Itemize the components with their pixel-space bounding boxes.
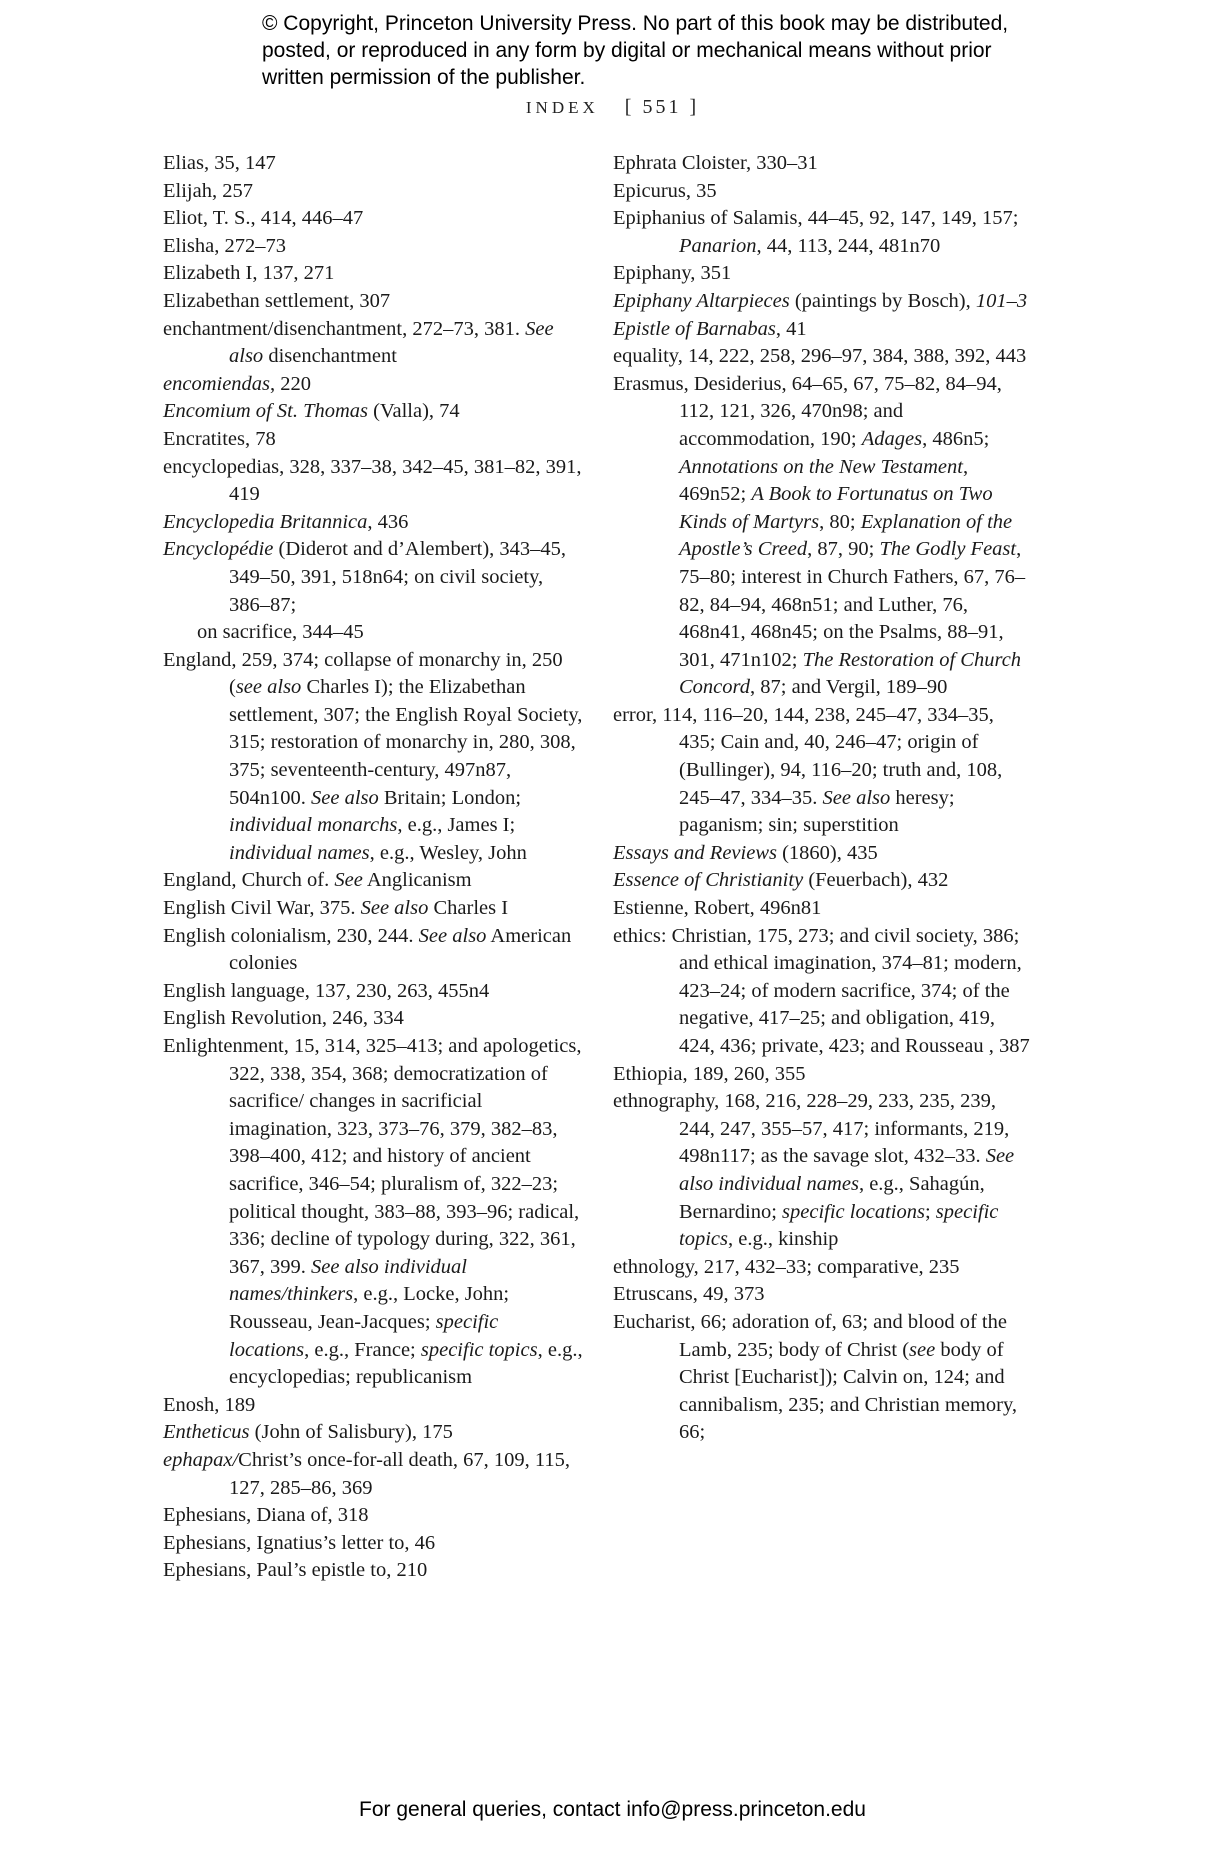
index-entry: [613, 260, 1033, 288]
entry-italic-text: Entheticus: [163, 1421, 250, 1444]
entry-text: (Feuerbach), 432: [803, 869, 949, 892]
entry-text: Elisha, 272–73: [163, 234, 286, 257]
entry-text: , 87; and Vergil, 189–90: [750, 676, 948, 699]
index-entry: [163, 233, 583, 261]
entry-text: Elizabethan settlement, 307: [163, 289, 391, 312]
index-entry: [163, 1419, 583, 1447]
entry-italic-text: Epistle of Barnabas: [613, 317, 776, 340]
entry-text: enchantment/disenchantment, 272–73, 381.: [163, 317, 526, 340]
entry-italic-text: specific locations: [782, 1200, 925, 1223]
entry-text: , 75–80; interest in Church Fathers, 67, 76–82, 84–94, 468n51; and Luther, 76, 468n41, 468n45; on the Psalms, 88–91, 301, 471n102;: [679, 538, 1026, 671]
index-entry: [163, 509, 583, 537]
index-entry: [163, 895, 583, 923]
entry-italic-text: See also individual names: [679, 1145, 1015, 1195]
entry-italic-text: ephapax/: [163, 1448, 239, 1471]
entry-text: encyclopedias, 328, 337–38, 342–45, 381–82, 391, 419: [163, 455, 582, 506]
index-entry: [163, 316, 583, 371]
entry-text: Ephesians, Paul’s epistle to, 210: [163, 1559, 428, 1582]
entry-text: Ephrata Cloister, 330–31: [613, 152, 818, 174]
entry-text: Eliot, T. S., 414, 446–47: [163, 207, 364, 230]
entry-text: English language, 137, 230, 263, 455n4: [163, 979, 490, 1002]
entry-text: , e.g., James I;: [397, 814, 516, 837]
index-column-right: [613, 150, 1033, 1447]
entry-italic-text: Encyclopedia Britannica: [163, 510, 368, 533]
entry-text: Elijah, 257: [163, 179, 253, 202]
entry-italic-text: Adages: [861, 427, 923, 450]
entry-italic-text: specific locations: [229, 1310, 499, 1361]
entry-text: Anglicanism: [362, 869, 472, 892]
entry-italic-text: 101–3: [975, 289, 1028, 312]
entry-text: on sacrifice, 344–45: [197, 621, 364, 644]
entry-text: , 41: [775, 317, 807, 340]
entry-italic-text: specific topics: [420, 1338, 538, 1361]
entry-text: , 436: [367, 510, 409, 533]
index-entry: [613, 923, 1033, 1061]
index-subentry: [163, 619, 583, 647]
entry-text: , 44, 113, 244, 481n70: [756, 234, 941, 257]
entry-text: Erasmus, Desiderius, 64–65, 67, 75–82, 84–94, 112, 121, 326, 470n98; and accommodation, 190;: [613, 372, 1002, 450]
entry-text: England, 259, 374; collapse of monarchy in, 250 (: [163, 648, 563, 699]
index-entry: [613, 150, 1033, 178]
entry-italic-text: See also: [229, 317, 554, 368]
index-entry: [613, 1309, 1033, 1447]
index-entry: [163, 398, 583, 426]
index-entry: [613, 867, 1033, 895]
entry-text: England, Church of.: [163, 869, 335, 892]
entry-text: heresy; paganism; sin; superstition: [679, 786, 955, 837]
entry-text: ethnology, 217, 432–33; comparative, 235: [613, 1255, 960, 1278]
entry-italic-text: See also: [418, 924, 487, 947]
index-entry: [163, 205, 583, 233]
entry-italic-text: Essence of Christianity: [613, 869, 804, 892]
entry-text: Etruscans, 49, 373: [613, 1283, 765, 1306]
entry-text: American colonies: [229, 924, 572, 975]
entry-text: , e.g., France;: [304, 1338, 421, 1361]
index-entry: [163, 260, 583, 288]
entry-text: (John of Salisbury), 175: [249, 1421, 453, 1444]
entry-text: , e.g., Locke, John; Rousseau, Jean-Jacques;: [229, 1283, 510, 1333]
entry-text: Elias, 35, 147: [163, 152, 276, 174]
index-entry: [163, 288, 583, 316]
copyright-notice: © Copyright, Princeton University Press. No part of this book may be distributed, posted, or reproduced in any form by digital or mechanical means without prior written permission of the publisher.: [262, 12, 1009, 89]
index-entry: [163, 1033, 583, 1392]
entry-italic-text: Encomium of St. Thomas: [163, 400, 368, 423]
entry-italic-text: A Book to Fortunatus on Two Kinds of Martyrs: [679, 483, 993, 533]
page-number: [ 551 ]: [624, 96, 700, 118]
entry-italic-text: Encyclopédie: [163, 538, 274, 561]
entry-text: Estienne, Robert, 496n81: [613, 897, 822, 920]
index-entry: [163, 1502, 583, 1530]
entry-italic-text: Annotations on the New Testament: [679, 455, 963, 478]
index-entry: [163, 1447, 583, 1502]
entry-text: English Civil War, 375.: [163, 897, 361, 920]
index-column-left: [163, 150, 583, 1585]
index-entry: [613, 316, 1033, 344]
running-head: [0, 96, 1225, 119]
index-entry: [163, 1392, 583, 1420]
entry-text: English Revolution, 246, 334: [163, 1007, 404, 1030]
entry-text: ;: [924, 1200, 936, 1223]
entry-text: , e.g., encyclopedias; republicanism: [229, 1338, 583, 1389]
index-entry: [613, 1061, 1033, 1089]
index-entry: [163, 1557, 583, 1585]
entry-italic-text: The Godly Feast: [879, 538, 1017, 561]
index-entry: [163, 536, 583, 619]
entry-text: body of Christ [Eucharist]); Calvin on, 124; and cannibalism, 235; and Christian memory, 66;: [679, 1338, 1017, 1444]
index-entry: [613, 1254, 1033, 1282]
entry-text: error, 114, 116–20, 144, 238, 245–47, 334–35, 435; Cain and, 40, 246–47; origin of (Bullinger), 94, 116–20; truth and, 108, 245–47, 334–35.: [613, 703, 1003, 809]
index-entry: [163, 923, 583, 978]
entry-italic-text: Explanation of the Apostle’s Creed: [679, 510, 1013, 561]
index-entry: [163, 426, 583, 454]
entry-italic-text: see: [909, 1338, 936, 1361]
index-entry: [163, 867, 583, 895]
entry-text: Charles I); the Elizabethan settlement, 307; the English Royal Society, 315; restoration of monarchy in, 280, 308, 375; seventeenth-century, 497n87, 504n100.: [229, 676, 583, 809]
index-entry: [163, 371, 583, 399]
index-entry: [613, 1281, 1033, 1309]
entry-text: disenchantment: [263, 345, 397, 368]
entry-italic-text: See: [334, 869, 363, 892]
running-head-label: INDEX: [525, 98, 599, 117]
entry-text: , e.g., kinship: [727, 1228, 839, 1251]
footer-contact: For general queries, contact info@press.princeton.edu: [359, 1798, 866, 1821]
index-entry: [163, 150, 583, 178]
index-entry: [163, 1530, 583, 1558]
entry-text: Elizabeth I, 137, 271: [163, 262, 335, 285]
entry-text: Charles I: [428, 897, 509, 920]
entry-text: ethics: Christian, 175, 273; and civil society, 386; and ethical imagination, 374–81; modern, 423–24; of modern sacrifice, 374; of the negative, 417–25; and obligation, 419, 424, 436; private, 423; and Rousseau , 387: [613, 924, 1030, 1057]
index-entry: [613, 343, 1033, 371]
entry-text: Britain; London;: [378, 786, 522, 809]
entry-text: , 87, 90;: [807, 538, 880, 561]
index-entry: [613, 1088, 1033, 1254]
entry-text: English colonialism, 230, 244.: [163, 924, 419, 947]
entry-text: equality, 14, 222, 258, 296–97, 384, 388, 392, 443: [613, 345, 1027, 368]
index-entry: [163, 454, 583, 509]
entry-text: (paintings by Bosch),: [789, 289, 976, 312]
entry-italic-text: See also individual names/thinkers: [229, 1255, 468, 1306]
entry-text: ethnography, 168, 216, 228–29, 233, 235, 239, 244, 247, 355–57, 417; informants, 219, 498n117; as the savage slot, 432–33.: [613, 1090, 1010, 1168]
entry-text: , 220: [270, 372, 312, 395]
entry-italic-text: individual names: [229, 841, 370, 864]
entry-text: , e.g., Wesley, John: [369, 841, 527, 864]
entry-text: Enosh, 189: [163, 1393, 256, 1416]
index-entry: [163, 978, 583, 1006]
entry-text: (1860), 435: [776, 841, 878, 864]
entry-text: (Diderot and d’Alembert), 343–45, 349–50, 391, 518n64; on civil society, 386–87;: [229, 538, 567, 616]
entry-italic-text: Epiphany Altarpieces: [613, 289, 790, 312]
entry-text: , 486n5;: [922, 427, 990, 450]
entry-italic-text: encomiendas: [163, 372, 271, 395]
entry-text: Eucharist, 66; adoration of, 63; and blood of the Lamb, 235; body of Christ (: [613, 1310, 1007, 1361]
entry-italic-text: see also: [235, 676, 302, 699]
entry-text: , 80;: [819, 510, 861, 533]
entry-text: Enlightenment, 15, 314, 325–413; and apologetics, 322, 338, 354, 368; democratization of sacrifice/ changes in sacrificial imagination, 323, 373–76, 379, 382–83, 398–400, 412; and history of ancient sacrifice, 346–54; pluralism of, 322–23; political thought, 383–88, 393–96; radical, 336; decline of typology during, 322, 361, 367, 399.: [163, 1035, 582, 1278]
entry-italic-text: individual monarchs: [229, 814, 398, 837]
index-entry: [613, 178, 1033, 206]
entry-text: Christ’s once-for-all death, 67, 109, 115, 127, 285–86, 369: [229, 1448, 571, 1499]
index-entry: [613, 288, 1033, 316]
entry-text: Ephesians, Diana of, 318: [163, 1504, 369, 1527]
entry-text: Epiphany, 351: [613, 262, 732, 285]
index-entry: [163, 178, 583, 206]
entry-text: Encratites, 78: [163, 427, 276, 450]
entry-text: Ethiopia, 189, 260, 355: [613, 1062, 806, 1085]
entry-italic-text: specific topics: [679, 1200, 999, 1251]
entry-text: (Valla), 74: [368, 400, 460, 423]
entry-text: , 469n52;: [679, 455, 969, 506]
entry-text: Ephesians, Ignatius’s letter to, 46: [163, 1531, 436, 1554]
index-entry: [613, 840, 1033, 868]
entry-italic-text: Essays and Reviews: [613, 841, 777, 864]
index-entry: [613, 895, 1033, 923]
index-entry: [163, 647, 583, 868]
entry-italic-text: See also: [822, 786, 891, 809]
entry-text: Epicurus, 35: [613, 179, 717, 202]
index-entry: [613, 702, 1033, 840]
index-entry: [613, 371, 1033, 702]
entry-italic-text: The Restoration of Church Concord: [679, 648, 1022, 699]
index-entry: [163, 1005, 583, 1033]
entry-italic-text: See also: [360, 897, 429, 920]
entry-text: , e.g., Sahagún, Bernardino;: [679, 1172, 985, 1223]
entry-text: Epiphanius of Salamis, 44–45, 92, 147, 149, 157;: [613, 207, 1019, 230]
entry-italic-text: Panarion: [679, 234, 757, 257]
index-entry: [613, 205, 1033, 260]
entry-italic-text: See also: [311, 786, 379, 809]
